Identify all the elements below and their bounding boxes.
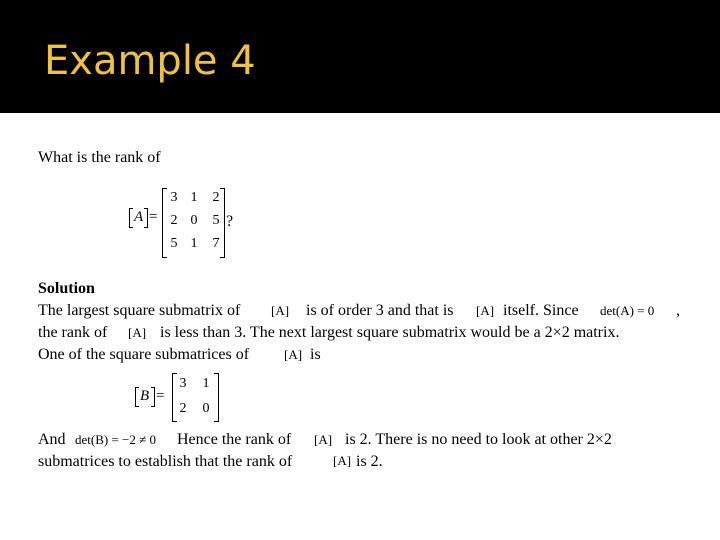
solution-line4-c: is 2. There is no need to look at other 2×2 (345, 431, 612, 448)
a-name: A (134, 209, 144, 225)
a-ref: [A] (271, 303, 290, 318)
solution-line2-b: is less than 3. The next largest square submatrix would be a 2×2 matrix. (160, 324, 620, 341)
solution-line1-d: , (676, 302, 680, 319)
question-mark: ? (226, 213, 234, 230)
solution-line1-b: is of order 3 and that is (306, 302, 454, 319)
b-name: B (140, 388, 150, 404)
solution-line3-a: One of the square submatrices of (38, 346, 250, 363)
a-ref: [A] (333, 453, 352, 468)
matrix-a-cell: 2 (170, 213, 178, 228)
solution-line2-a: the rank of (38, 324, 108, 341)
matrix-a-cell: 1 (190, 236, 198, 251)
header-bar (0, 0, 720, 113)
matrix-a-cell: 3 (170, 190, 178, 205)
page-title: Example 4 (44, 38, 256, 84)
matrix-b-cell: 3 (179, 376, 187, 391)
det-b-expression: det(B) = −2 ≠ 0 (75, 432, 157, 447)
matrix-a-right-bracket (220, 188, 225, 258)
matrix-a-cell: 5 (212, 213, 220, 228)
det-a-expression: det(A) = 0 (600, 303, 655, 318)
a-name-left-bracket (129, 208, 133, 228)
a-ref: [A] (128, 325, 147, 340)
matrix-a-cell: 1 (190, 190, 198, 205)
matrix-b-cell: 0 (202, 401, 210, 416)
matrix-a-cell: 0 (190, 213, 198, 228)
solution-line1-c: itself. Since (503, 302, 579, 319)
solution-line5-a: submatrices to establish that the rank of (38, 453, 293, 470)
matrix-a-cell: 2 (212, 190, 220, 205)
a-ref: [A] (284, 347, 303, 362)
solution-line3-b: is (310, 346, 321, 363)
matrix-a-cell: 5 (170, 236, 178, 251)
matrix-b-right-bracket (214, 373, 219, 422)
solution-line4-b: Hence the rank of (177, 431, 292, 448)
solution-line4-a: And (38, 431, 66, 448)
question-text: What is the rank of (38, 149, 161, 166)
a-ref: [A] (476, 303, 495, 318)
equals-sign: = (156, 388, 165, 404)
a-name-right-bracket (144, 208, 148, 228)
b-name-right-bracket (151, 387, 155, 407)
solution-line5-b: is 2. (356, 453, 383, 470)
matrix-b-cell: 2 (179, 401, 187, 416)
b-name-left-bracket (135, 387, 139, 407)
a-ref: [A] (314, 432, 333, 447)
solution-line1-a: The largest square submatrix of (38, 302, 241, 319)
solution-heading: Solution (38, 280, 95, 297)
matrix-a-cell: 7 (212, 236, 220, 251)
equals-sign: = (149, 209, 158, 225)
matrix-b-cell: 1 (202, 376, 210, 391)
